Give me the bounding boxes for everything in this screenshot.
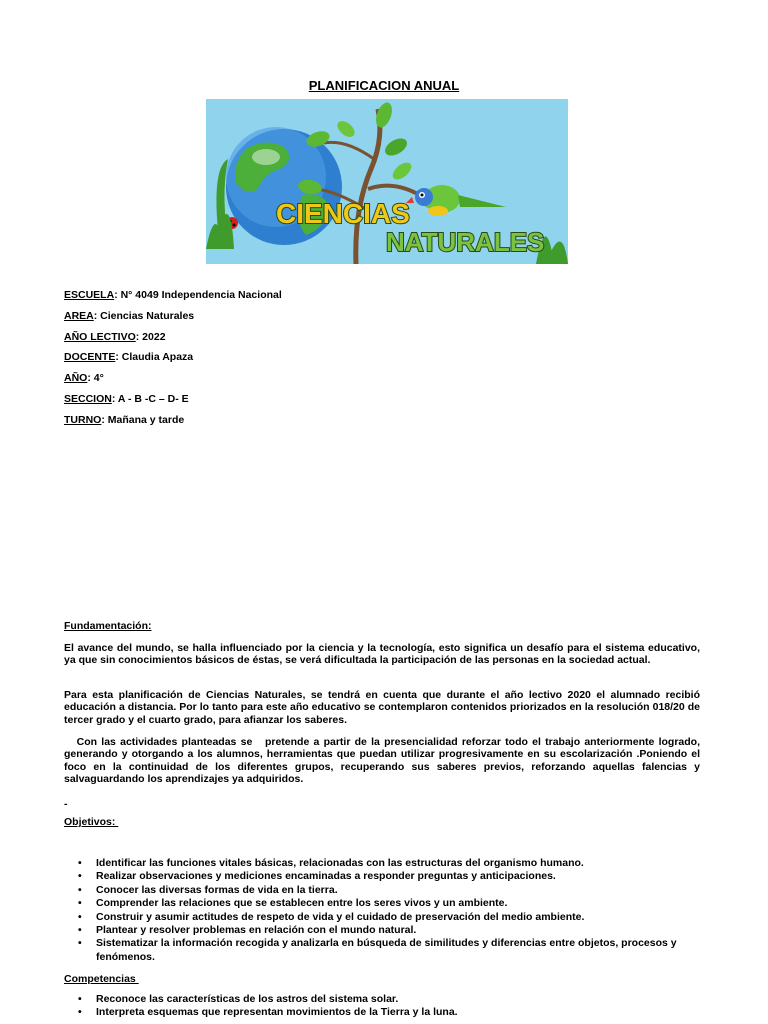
competencias-heading-block: [64, 973, 700, 985]
objetivos-list: [64, 857, 700, 964]
list-item: • Identificar las funciones vitales básicas, relacionadas con las estructuras del organismo humano.: [64, 857, 700, 870]
list-item: • Reconoce las características de los astros del sistema solar.: [64, 993, 700, 1006]
fundamentacion-heading-block: [64, 620, 700, 632]
list-item: • Conocer las diversas formas de vida en la tierra.: [64, 884, 700, 897]
objetivos-heading-block: [64, 816, 700, 828]
fundamentacion-paragraph-3: Con las actividades planteadas se pretende a partir de la presencialidad reforzar todo el trabajo anteriormente logrado, generando y otorgando a los alumnos, herramientas que puedan utilizar progresivamente en su escolarización .Poniendo el foco en la continuidad de los diferentes grupos, recuperando sus saberes previos, reforzando aquellas falencias y salvaguardando los aprendizajes ya adquiridos.: [64, 736, 703, 786]
list-item: • Plantear y resolver problemas en relación con el mundo natural.: [64, 924, 700, 937]
competencias-heading: Competencias: [64, 973, 139, 985]
banner-word-naturales: NATURALES: [386, 227, 545, 257]
page-title-text: PLANIFICACION ANUAL: [308, 78, 460, 93]
info-row-escuela: ESCUELA: N° 4049 Independencia Nacional: [64, 289, 282, 301]
list-item: • Interpreta esquemas que representan movimientos de la Tierra y la luna.: [64, 1006, 700, 1019]
info-row-turno: TURNO: Mañana y tarde: [64, 413, 185, 426]
competencias-list: [64, 993, 700, 1020]
info-row-ano-lectivo: AÑO LECTIVO: 2022: [64, 330, 166, 343]
objetivos-heading: Objetivos:: [64, 816, 119, 828]
list-item: • Comprender las relaciones que se establecen entre los seres vivos y un ambiente.: [64, 897, 700, 910]
fundamentacion-paragraph-2: Para esta planificación de Ciencias Naturales, se tendrá en cuenta que durante el año lectivo 2020 el alumnado recibió educación a distancia. Por lo tanto para este año educativo se contemplaron contenidos priorizados en la resolución 018/20 de tercer grado y el cuarto grado, para afianzar los saberes.: [64, 689, 700, 726]
list-item: • Realizar observaciones y mediciones encaminadas a responder preguntas y anticipaciones.: [64, 870, 700, 883]
info-row-ano: AÑO: 4°: [64, 372, 104, 385]
dash-line: -: [64, 798, 68, 810]
fundamentacion-paragraph-1: El avance del mundo, se halla influenciado por la ciencia y la tecnología, esto significa un desafío para el sistema educativo, ya que sin conocimientos básicos de éstas, se verá dificultada la participación de las personas en la sociedad actual.: [64, 642, 700, 667]
info-row-docente: DOCENTE: Claudia Apaza: [64, 351, 194, 364]
info-row-area: AREA: Ciencias Naturales: [64, 309, 195, 322]
info-row-seccion: SECCION: A - B -C – D- E: [64, 392, 189, 405]
page-title: [0, 78, 768, 93]
list-item: • Construir y asumir actitudes de respeto de vida y el cuidado de preservación del medio ambiente.: [64, 911, 700, 924]
fundamentacion-heading: Fundamentación:: [64, 620, 152, 632]
school-info: [64, 289, 282, 435]
list-item: • Sistematizar la información recogida y analizarla en búsqueda de similitudes y diferencias entre objetos, procesos y fenómenos.: [64, 937, 700, 964]
banner-illustration: [206, 99, 568, 264]
banner-word-ciencias: CIENCIAS: [276, 198, 410, 229]
ciencias-naturales-banner: [206, 99, 568, 264]
